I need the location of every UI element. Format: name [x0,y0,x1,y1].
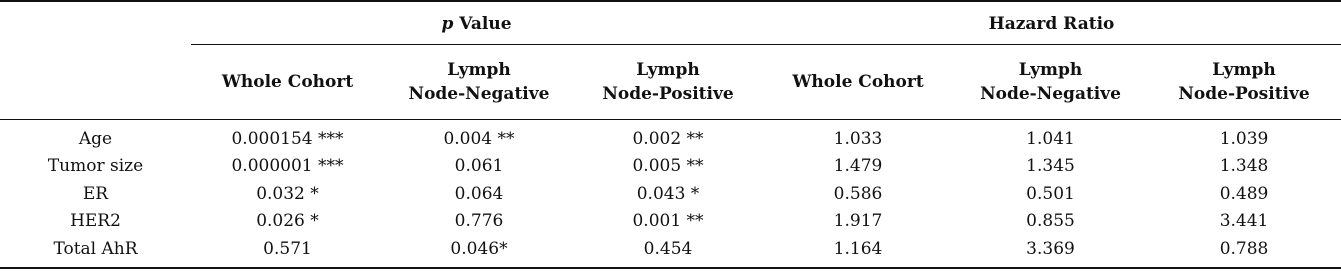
table-cell: 0.026 * [256,211,319,232]
column-header [954,45,1147,120]
table-cell: 0.855 [1026,211,1075,232]
table-cell: 0.788 [1147,235,1341,268]
column-header-line1: Whole Cohort [792,72,924,92]
table-cell: 1.033 [833,128,883,149]
column-header-line2: Node-Positive [602,84,734,104]
table-row [0,235,1341,268]
table-cell: 0.501 [1026,183,1075,204]
row-label-header [0,45,191,120]
table-cell: 0.004 ** [443,128,515,149]
table-cell: 0.454 [574,235,762,268]
column-header [1147,45,1341,120]
corner-cell [0,1,191,45]
column-header [384,45,574,120]
table-cell: 0.000001 *** [231,156,344,177]
row-label: HER2 [70,211,121,232]
p-value-italic: p [441,14,454,34]
table-cell: 0.776 [454,211,504,232]
column-header-line2: Node-Positive [1178,84,1310,104]
row-label: Tumor size [47,156,144,177]
table-row [0,120,1341,153]
table-cell: 1.039 [1219,128,1269,149]
table-cell: 0.064 [454,183,504,204]
column-header-line2: Node-Negative [408,84,550,104]
table-cell: 0.586 [833,183,883,204]
p-value-rest: Value [453,14,512,34]
table-cell: 1.041 [1026,128,1075,149]
table-row [0,208,1341,236]
table-row [0,180,1341,208]
column-header-line1: Lymph [1212,60,1276,80]
hazard-ratio-group-header [762,1,1341,45]
column-header-line1: Whole Cohort [221,72,354,92]
column-header-line1: Lymph [636,60,700,80]
table-cell: 0.002 ** [632,128,704,149]
row-label: Age [78,128,113,149]
table-cell: 1.164 [762,235,954,268]
column-header [191,45,384,120]
table-cell: 0.032 * [256,183,319,204]
table-cell: 1.345 [1026,156,1075,177]
table-cell: 0.061 [454,156,504,177]
table-cell: 0.001 ** [632,211,704,232]
table-cell: 1.479 [833,156,883,177]
table-cell: 0.043 * [636,183,700,204]
table-cell: 0.571 [191,235,384,268]
column-header-line1: Lymph [447,60,511,80]
column-header [762,45,954,120]
column-header [574,45,762,120]
column-header-line2: Node-Negative [980,84,1121,104]
table-cell: 0.005 ** [632,156,704,177]
table-cell: 0.000154 *** [231,128,344,149]
p-value-group-header [191,1,762,45]
table-cell: 3.441 [1219,211,1269,232]
column-header-line1: Lymph [1018,60,1083,80]
table-cell: 0.046* [384,235,574,268]
table-cell: 1.917 [833,211,883,232]
hazard-ratio-label: Hazard Ratio [988,14,1115,34]
table-cell: 0.489 [1219,183,1269,204]
row-label: ER [82,183,109,204]
table-row [0,153,1341,181]
table-cell: 3.369 [954,235,1147,268]
row-label: Total AhR [0,235,191,268]
table-cell: 1.348 [1219,156,1269,177]
